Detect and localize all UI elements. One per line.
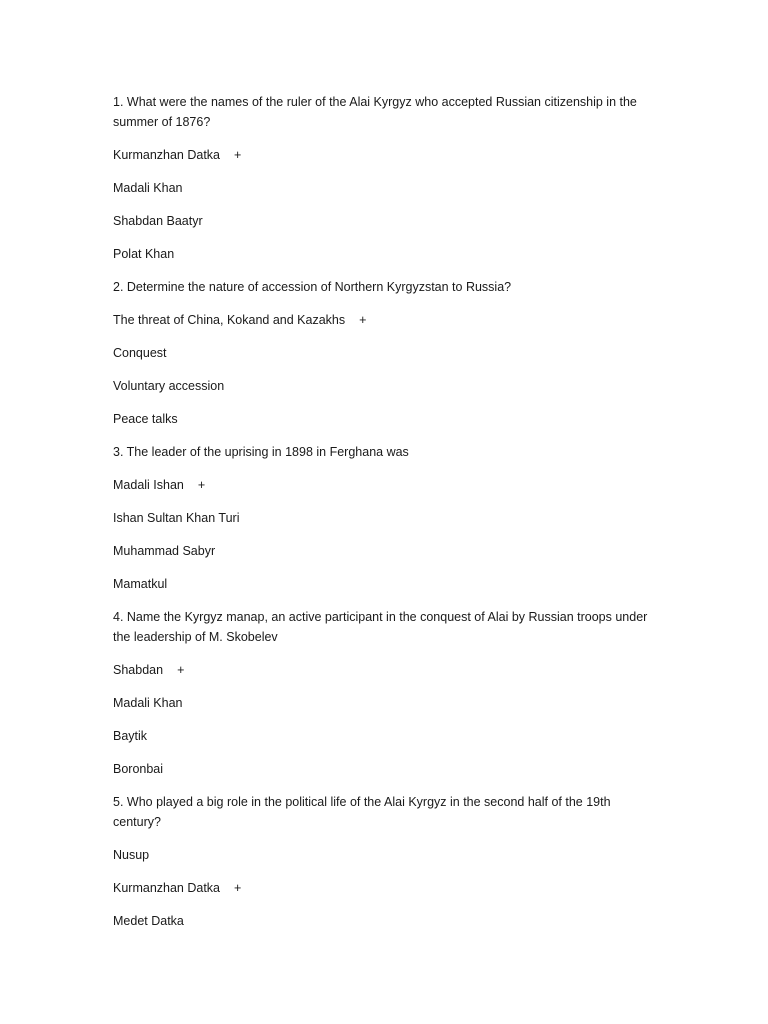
question-4: 4. Name the Kyrgyz manap, an active participant in the conquest of Alai by Russian troops under the leadership of M. Skobelev [113,610,648,644]
answer-option [113,244,658,264]
answer-text: Boronbai [113,762,164,776]
correct-mark: + [177,663,185,677]
answer-option [113,759,658,779]
answer-option [113,508,658,528]
answer-text: Nusup [113,848,150,862]
answer-text: Ishan Sultan Khan Turi [113,511,240,525]
answer-text: Madali Ishan [113,478,184,492]
answer-option [113,145,658,165]
answer-text: Polat Khan [113,247,175,261]
document-page [113,92,658,944]
answer-text: Conquest [113,346,167,360]
answer-option [113,475,658,495]
answer-text: Kurmanzhan Datka [113,881,221,895]
answer-option [113,409,658,429]
correct-mark: + [234,148,242,162]
answer-option [113,574,658,594]
answer-text: Mamatkul [113,577,168,591]
answer-option [113,660,658,680]
answer-text: Kurmanzhan Datka [113,148,221,162]
question-2: 2. Determine the nature of accession of Northern Kyrgyzstan to Russia? [113,280,512,294]
answer-option [113,310,658,330]
answer-text: Madali Khan [113,696,183,710]
answer-text: The threat of China, Kokand and Kazakhs [113,313,346,327]
answer-option [113,878,658,898]
answer-text: Voluntary accession [113,379,225,393]
answer-option [113,211,658,231]
question-1: 1. What were the names of the ruler of the Alai Kyrgyz who accepted Russian citizenship in the summer of 1876? [113,95,637,129]
answer-option [113,541,658,561]
correct-mark: + [234,881,242,895]
answer-text: Muhammad Sabyr [113,544,216,558]
correct-mark: + [359,313,367,327]
answer-option [113,726,658,746]
question-5: 5. Who played a big role in the political life of the Alai Kyrgyz in the second half of the 19th century? [113,795,611,829]
answer-text: Madali Khan [113,181,183,195]
answer-option [113,693,658,713]
answer-option [113,343,658,363]
answer-text: Shabdan [113,663,164,677]
answer-text: Shabdan Baatyr [113,214,203,228]
answer-option [113,178,658,198]
answer-option [113,845,658,865]
answer-option [113,911,658,931]
answer-text: Baytik [113,729,148,743]
question-3: 3. The leader of the uprising in 1898 in Ferghana was [113,445,409,459]
correct-mark: + [197,478,206,492]
answer-option [113,376,658,396]
answer-text: Peace talks [113,412,178,426]
answer-text: Medet Datka [113,914,184,928]
